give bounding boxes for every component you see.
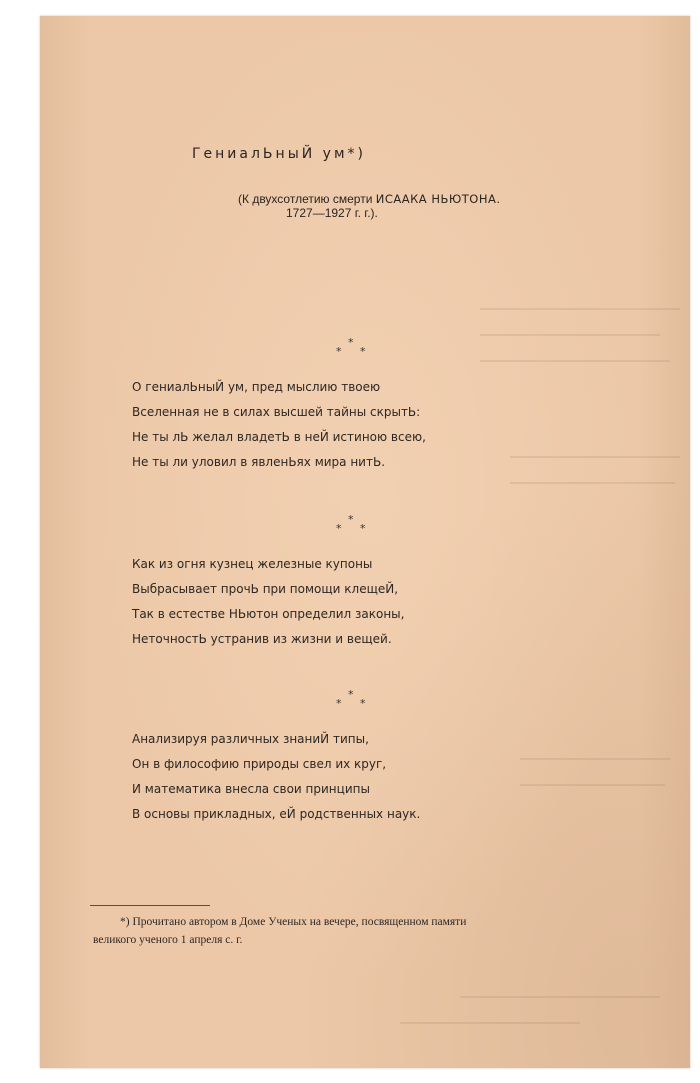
footnote-rule	[90, 905, 210, 906]
subtitle-prefix: (К двухсотлетию смерти	[238, 192, 373, 206]
verse-line: Не ты лЬ желал владетЬ в неЙ истиною всею,	[132, 430, 426, 444]
verse-line: Как из огня кузнец железные купоны	[132, 557, 373, 571]
subtitle-name: ИСААКА НЬЮТОНА.	[375, 192, 501, 206]
bleed-through-mark	[400, 1022, 580, 1024]
verse-line: Анализируя различных знаниЙ типы,	[132, 732, 369, 746]
stanza-2	[132, 552, 404, 652]
asterism-separator	[336, 513, 376, 533]
poem-subtitle	[238, 192, 558, 220]
footnote-line: великого ученого 1 апреля с. г.	[93, 934, 243, 946]
subtitle-years: 1727—1927 г. г.).	[286, 206, 378, 220]
bleed-through-mark	[520, 784, 665, 786]
bleed-through-mark	[460, 996, 660, 998]
bleed-through-mark	[480, 334, 660, 336]
bleed-through-mark	[480, 308, 680, 310]
document-page	[40, 16, 690, 1068]
asterisk: *	[336, 697, 342, 710]
asterisk: *	[336, 345, 342, 358]
verse-line: О гениалЬныЙ ум, пред мыслию твоею	[132, 380, 381, 394]
stanza-3	[132, 727, 420, 827]
asterisk: *	[336, 522, 342, 535]
asterisk: *	[348, 336, 354, 349]
footnote	[93, 913, 620, 949]
verse-line: Вселенная не в силах высшей тайны скрытЬ:	[132, 405, 421, 419]
asterism-separator	[336, 336, 376, 356]
verse-line: Выбрасывает прочЬ при помощи клещеЙ,	[132, 582, 399, 596]
asterisk: *	[348, 513, 354, 526]
verse-line: Не ты ли уловил в явленЬях мира нитЬ.	[132, 455, 386, 469]
verse-line: НеточностЬ устранив из жизни и вещей.	[132, 632, 392, 646]
bleed-through-mark	[510, 456, 680, 458]
verse-line: В основы прикладных, еЙ родственных наук.	[132, 807, 421, 821]
bleed-through-mark	[520, 758, 670, 760]
bleed-through-mark	[480, 360, 670, 362]
poem-title: ГениалЬныЙ ум*)	[192, 146, 366, 162]
bleed-through-mark	[510, 482, 675, 484]
asterism-separator	[336, 688, 376, 708]
asterisk: *	[360, 697, 366, 710]
verse-line: Он в философию природы свел их круг,	[132, 757, 387, 771]
stanza-1	[132, 375, 426, 475]
asterisk: *	[348, 688, 354, 701]
footnote-line: *) Прочитано автором в Доме Ученых на вечере, посвященном памяти	[120, 916, 467, 928]
verse-line: И математика внесла свои принципы	[132, 782, 370, 796]
asterisk: *	[360, 522, 366, 535]
asterisk: *	[360, 345, 366, 358]
verse-line: Так в естестве НЬютон определил законы,	[132, 607, 405, 621]
